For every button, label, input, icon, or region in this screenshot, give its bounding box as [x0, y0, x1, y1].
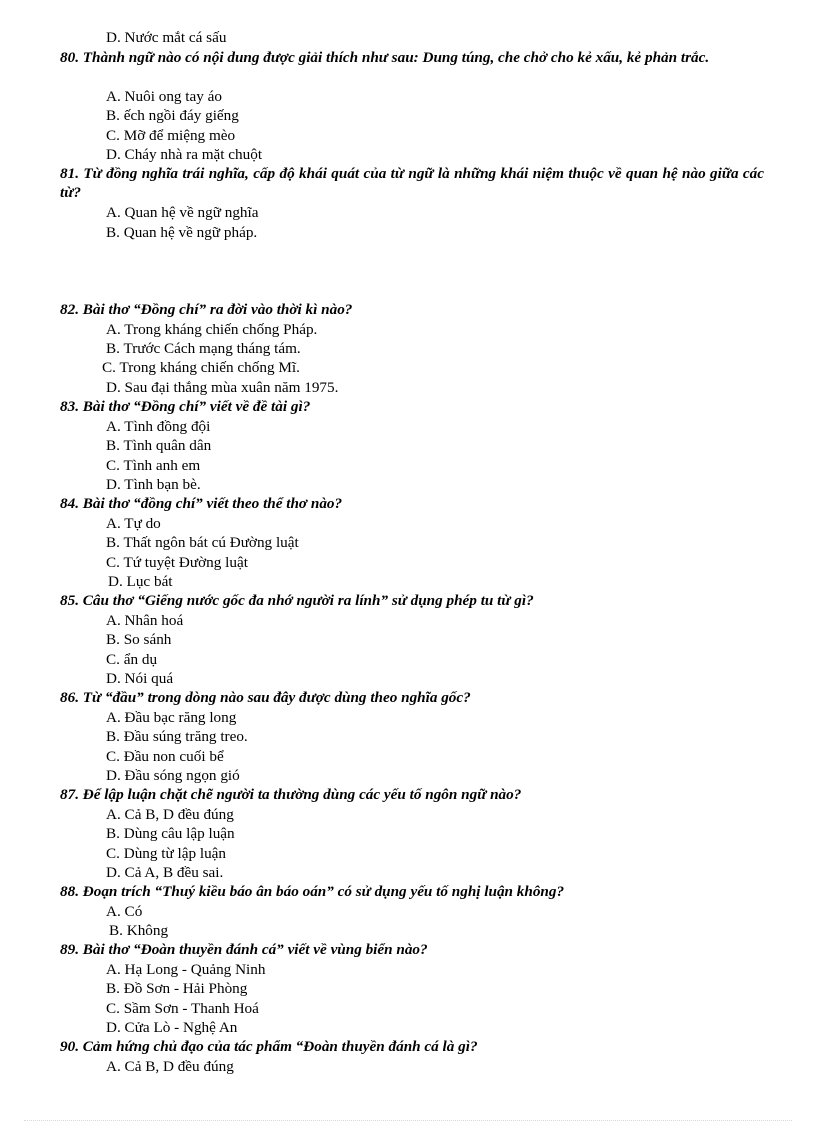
answer-option: A. Nhân hoá: [106, 612, 184, 629]
question-text: 80. Thành ngữ nào có nội dung được giải thích như sau: Dung túng, che chở cho kẻ xấu, kẻ phản trắc.: [60, 49, 710, 66]
answer-option: A. Tự do: [106, 515, 161, 532]
answer-option: C. Trong kháng chiến chống Mĩ.: [102, 359, 300, 376]
answer-option: C. Tình anh em: [106, 457, 201, 474]
answer-option: A. Cả B, D đều đúng: [106, 1058, 234, 1075]
answer-option: D. Nước mắt cá sấu: [106, 29, 227, 46]
answer-option: B. Tình quân dân: [106, 437, 212, 454]
answer-option: D. Cả A, B đều sai.: [106, 864, 224, 881]
answer-option: C. Tứ tuyệt Đường luật: [106, 554, 248, 571]
answer-option: A. Quan hệ về ngữ nghĩa: [106, 204, 259, 221]
answer-option: A. Nuôi ong tay áo: [106, 88, 222, 105]
question-text: 83. Bài thơ “Đồng chí” viết về đề tài gì?: [60, 398, 311, 415]
answer-option: D. Nói quá: [106, 670, 174, 687]
answer-option: B. Đồ Sơn - Hải Phòng: [106, 980, 248, 997]
answer-option: C. ẩn dụ: [106, 651, 158, 668]
question-text: 89. Bài thơ “Đoàn thuyền đánh cá” viết về vùng biển nào?: [60, 941, 428, 958]
question-text: 87. Để lập luận chặt chẽ người ta thường dùng các yếu tố ngôn ngữ nào?: [60, 786, 522, 803]
question-text: 82. Bài thơ “Đồng chí” ra đời vào thời kì nào?: [60, 301, 353, 318]
question-text: 85. Câu thơ “Giếng nước gốc đa nhớ người ra lính” sử dụng phép tu từ gì?: [60, 592, 534, 609]
answer-option: D. Cháy nhà ra mặt chuột: [106, 146, 263, 163]
answer-option: B. Đầu súng trăng treo.: [106, 728, 248, 745]
answer-option: B. Dùng câu lập luận: [106, 825, 235, 842]
page-bottom-divider: [24, 1120, 792, 1121]
question-text: 81. Từ đồng nghĩa trái nghĩa, cấp độ khái quát của từ ngữ là những khái niệm thuộc về quan hệ nào giữa các từ?: [60, 165, 764, 201]
question-text: 86. Từ “đầu” trong dòng nào sau đây được dùng theo nghĩa gốc?: [60, 689, 471, 706]
answer-option: B. Thất ngôn bát cú Đường luật: [106, 534, 299, 551]
answer-option: A. Hạ Long - Quảng Ninh: [106, 961, 266, 978]
answer-option: D. Lục bát: [108, 573, 173, 590]
answer-option: B. ếch ngồi đáy giếng: [106, 107, 239, 124]
answer-option: D. Cửa Lò - Nghệ An: [106, 1019, 238, 1036]
question-text: 84. Bài thơ “đồng chí” viết theo thể thơ nào?: [60, 495, 343, 512]
question-text: 90. Cảm hứng chủ đạo của tác phẩm “Đoàn thuyền đánh cá là gì?: [60, 1038, 478, 1055]
question-text: 88. Đoạn trích “Thuý kiều báo ân báo oán” có sử dụng yếu tố nghị luận không?: [60, 883, 565, 900]
answer-option: B. Không: [109, 922, 169, 939]
answer-option: A. Có: [106, 903, 143, 920]
answer-option: C. Sầm Sơn - Thanh Hoá: [106, 1000, 259, 1017]
answer-option: C. Mỡ để miệng mèo: [106, 127, 236, 144]
answer-option: A. Đầu bạc răng long: [106, 709, 237, 726]
answer-option: B. Trước Cách mạng tháng tám.: [106, 340, 301, 357]
answer-option: D. Đầu sóng ngọn gió: [106, 767, 240, 784]
answer-option: B. Quan hệ về ngữ pháp.: [106, 224, 258, 241]
answer-option: A. Trong kháng chiến chống Pháp.: [106, 321, 318, 338]
answer-option: D. Tình bạn bè.: [106, 476, 201, 493]
answer-option: A. Tình đồng đội: [106, 418, 211, 435]
answer-option: B. So sánh: [106, 631, 172, 648]
answer-option: C. Đầu non cuối bể: [106, 748, 224, 765]
answer-option: A. Cả B, D đều đúng: [106, 806, 234, 823]
answer-option: C. Dùng từ lập luận: [106, 845, 227, 862]
answer-option: D. Sau đại thắng mùa xuân năm 1975.: [106, 379, 339, 396]
